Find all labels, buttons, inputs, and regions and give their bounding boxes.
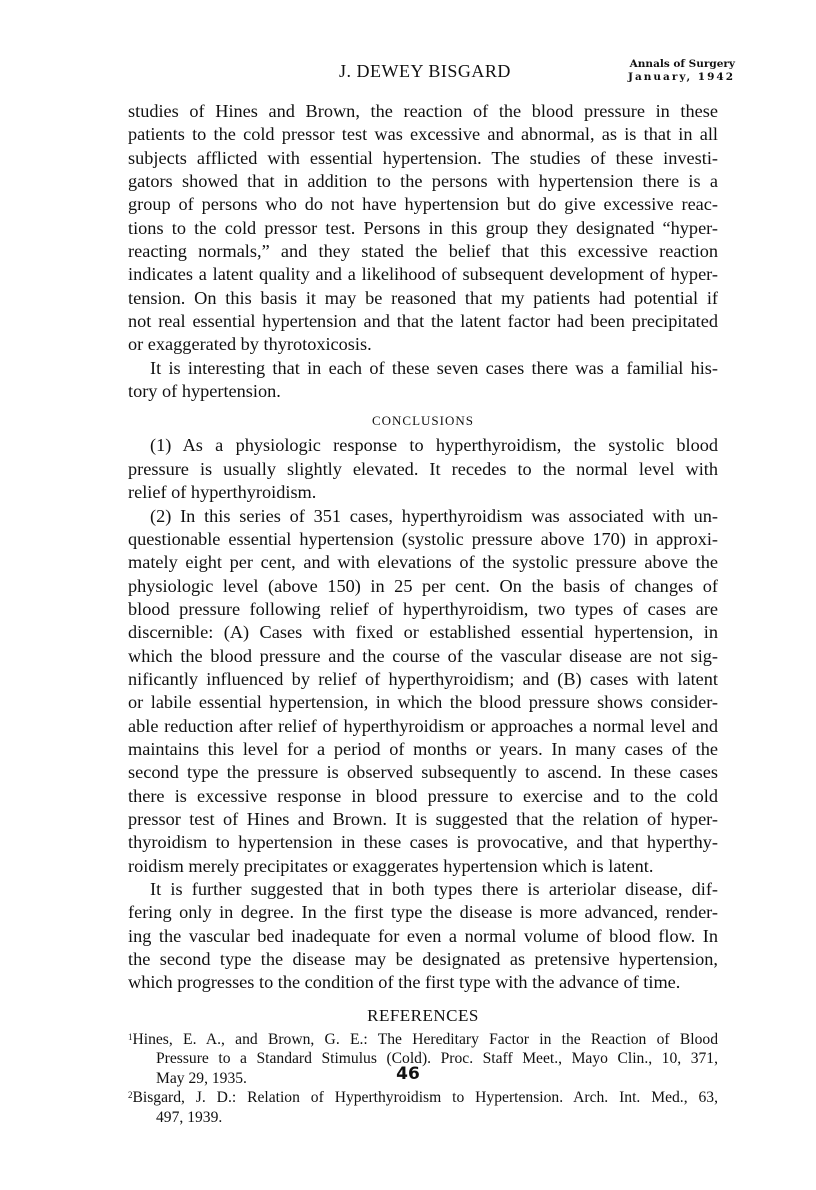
text-line: nificantly influenced by relief of hyperthyroidism; and (B) cases with latent xyxy=(128,668,718,689)
paragraph xyxy=(128,100,718,357)
text-line: reacting normals,” and they stated the belief that this excessive reaction xyxy=(128,241,718,262)
text-line: patients to the cold pressor test was excessive and abnormal, as is that in all xyxy=(128,124,718,145)
conclusions-heading: CONCLUSIONS xyxy=(371,413,474,429)
text-line: the second type the disease may be designated as pretensive hypertension, xyxy=(128,949,718,970)
references-heading: REFERENCES xyxy=(367,1005,479,1025)
reference-line xyxy=(128,1030,718,1050)
text-line: It is interesting that in each of these seven cases there was a familial his- xyxy=(150,357,718,378)
text-line: not real essential hypertension and that the latent factor had been precipitated xyxy=(128,311,718,332)
reference-item xyxy=(128,1088,718,1127)
journal-date: January, 1942 xyxy=(628,71,736,83)
text-line: relief of hyperthyroidism. xyxy=(128,482,317,503)
text-line: tions to the cold pressor test. Persons in this group they designated “hyper- xyxy=(128,217,718,238)
journal-name: Annals of Surgery xyxy=(629,58,736,70)
reference-text: Hines, E. A., and Brown, G. E.: The Hereditary Factor in the Reaction of Blood xyxy=(132,1030,718,1048)
page-number: 46 xyxy=(396,1064,420,1084)
running-author: J. DEWEY BISGARD xyxy=(339,61,511,81)
text-line: (2) In this series of 351 cases, hyperthyroidism was associated with un- xyxy=(150,505,718,526)
paragraph xyxy=(128,434,718,504)
text-line: able reduction after relief of hyperthyroidism or approaches a normal level and xyxy=(128,715,718,736)
text-line: subjects afflicted with essential hypertension. The studies of these investi- xyxy=(128,147,718,168)
text-line: pressure is usually slightly elevated. It recedes to the normal level with xyxy=(128,458,718,479)
text-line: thyroidism to hypertension in these cases is provocative, and that hyperthy- xyxy=(128,832,718,853)
text-line: tension. On this basis it may be reasoned that my patients had potential if xyxy=(128,287,718,308)
text-line: second type the pressure is observed subsequently to ascend. In these cases xyxy=(128,762,718,783)
text-line: maintains this level for a period of months or years. In many cases of the xyxy=(128,738,718,759)
text-line: or labile essential hypertension, in which the blood pressure shows consider- xyxy=(128,692,718,713)
text-line: studies of Hines and Brown, the reaction of the blood pressure in these xyxy=(128,101,718,121)
reference-line: May 29, 1935. xyxy=(156,1069,247,1087)
text-line: there is excessive response in blood pressure to exercise and to the cold xyxy=(128,785,718,806)
paragraph xyxy=(128,357,718,404)
text-line: gators showed that in addition to the persons with hypertension there is a xyxy=(128,171,718,192)
text-line: pressor test of Hines and Brown. It is suggested that the relation of hyper- xyxy=(128,808,718,829)
conclusions-section xyxy=(128,434,718,994)
text-line: blood pressure following relief of hyperthyroidism, two types of cases are xyxy=(128,598,718,619)
text-line: fering only in degree. In the first type the disease is more advanced, render- xyxy=(128,902,718,923)
reference-text: Bisgard, J. D.: Relation of Hyperthyroidism to Hypertension. Arch. Int. Med., 63, xyxy=(132,1089,718,1107)
paragraph xyxy=(128,505,718,879)
text-line: group of persons who do not have hypertension but do give excessive reac- xyxy=(128,194,718,215)
text-line: which progresses to the condition of the first type with the advance of time. xyxy=(128,972,681,993)
text-line: mately eight per cent, and with elevations of the systolic pressure above the xyxy=(128,552,718,573)
reference-number: 1 xyxy=(128,1031,133,1042)
text-line: questionable essential hypertension (systolic pressure above 170) in approxi- xyxy=(128,528,718,549)
text-line: or exaggerated by thyrotoxicosis. xyxy=(128,334,372,355)
text-line: ing the vascular bed inadequate for even a normal volume of blood flow. In xyxy=(128,925,718,946)
journal-info xyxy=(628,58,735,84)
running-header xyxy=(0,58,816,90)
reference-line: 497, 1939. xyxy=(156,1108,223,1126)
discussion-section xyxy=(128,100,718,403)
text-line: discernible: (A) Cases with fixed or established essential hypertension, in xyxy=(128,622,718,643)
page-body xyxy=(128,100,718,1127)
text-line: tory of hypertension. xyxy=(128,381,281,402)
text-line: which the blood pressure and the course of the vascular disease are not sig- xyxy=(128,645,718,666)
text-line: It is further suggested that in both types there is arteriolar disease, dif- xyxy=(150,879,718,899)
text-line: indicates a latent quality and a likelihood of subsequent development of hyper- xyxy=(128,264,718,285)
text-line: physiologic level (above 150) in 25 per cent. On the basis of changes of xyxy=(128,575,718,596)
text-line: roidism merely precipitates or exaggerates hypertension which is latent. xyxy=(128,855,654,876)
reference-line: Pressure to a Standard Stimulus (Cold). Proc. Staff Meet., Mayo Clin., 10, 371, xyxy=(156,1050,718,1068)
reference-number: 2 xyxy=(128,1090,133,1101)
text-line: (1) As a physiologic response to hyperthyroidism, the systolic blood xyxy=(150,435,718,456)
reference-line xyxy=(128,1088,718,1108)
paragraph xyxy=(128,878,718,995)
